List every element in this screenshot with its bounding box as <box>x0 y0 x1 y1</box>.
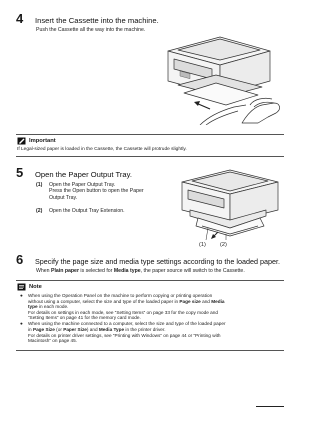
note-text: without using a computer, select the size and type of the loaded paper in <box>28 298 180 304</box>
callout-1: (1) <box>199 242 206 248</box>
note-text: and <box>200 298 212 304</box>
note-bold: Media Type <box>98 327 125 333</box>
note-bold: Media <box>211 298 225 304</box>
note-text: in each mode. <box>37 304 69 310</box>
step-number: 4 <box>16 11 24 26</box>
note-line: When using the Operation Panel on the machine to perform copying or printing operation <box>28 293 213 298</box>
step-number: 5 <box>16 165 24 180</box>
note-line: “Setting Items” on page 41 for the memory card mode. <box>28 315 141 321</box>
intro-text: When <box>36 268 51 274</box>
note-list <box>20 293 282 344</box>
pencil-warning-icon <box>17 137 26 145</box>
circle-bullet-icon: ● <box>20 321 23 327</box>
step-4-heading <box>16 11 159 26</box>
substep-number: (2) <box>36 208 43 214</box>
step-6-intro <box>36 268 245 275</box>
step-title: Insert the Cassette into the machine. <box>35 16 159 25</box>
note-box-bottom-rule <box>16 350 284 351</box>
note-line: For details on settings in each mode, see “Setting Items” on page 33 for the copy mode and <box>28 309 218 315</box>
substep-line: Output Tray. <box>49 194 78 201</box>
substep-line: Press the Open button to open the Paper <box>49 188 144 195</box>
page-footer-rule <box>256 406 284 407</box>
circle-bullet-icon: ● <box>20 293 23 298</box>
note-bold: Page Size <box>32 327 55 333</box>
note-line: When using the machine connected to a computer, select the size and type of the loaded paper <box>28 321 226 327</box>
step-4-body: Push the Cassette all the way into the machine. <box>36 27 146 33</box>
intro-text: , the paper source will switch to the Cassette. <box>140 268 245 274</box>
note-line: Macintosh” on page 45. <box>28 338 77 344</box>
substep-number: (1) <box>36 182 43 188</box>
note-label: Note <box>29 284 42 290</box>
note-box-top-rule <box>16 280 284 281</box>
output-tray-illustration <box>168 168 288 250</box>
important-label: Important <box>29 138 56 144</box>
step-title: Specify the page size and media type settings according to the loaded paper. <box>35 257 280 266</box>
important-box-top-rule <box>16 134 284 135</box>
substep-text: Open the Output Tray Extension. <box>49 208 125 214</box>
intro-bold-media-type: Media type <box>113 268 141 274</box>
cassette-insert-illustration <box>150 33 288 125</box>
note-bold: Paper Size <box>63 327 87 333</box>
step-6-heading <box>16 252 280 267</box>
note-bold: type <box>28 304 38 310</box>
important-box-bottom-rule <box>16 156 284 157</box>
note-bold: Page size <box>179 298 201 304</box>
important-header <box>17 137 56 145</box>
note-text: (or <box>54 327 64 333</box>
note-text: ) and <box>86 327 99 333</box>
substep-line: Open the Paper Output Tray. <box>49 182 116 188</box>
step-number: 6 <box>16 252 24 267</box>
step-5-substep-1 <box>36 182 144 201</box>
step-title: Open the Paper Output Tray. <box>35 170 132 179</box>
note-item <box>20 321 282 343</box>
note-header <box>17 283 42 291</box>
note-item <box>20 293 282 321</box>
note-line: For details on printer driver settings, see “Printing with Windows” on page 44 or “Printing with <box>28 332 221 338</box>
step-5-substep-2 <box>36 208 125 214</box>
intro-bold-plain-paper: Plain paper <box>51 268 79 274</box>
notepad-icon <box>17 283 26 291</box>
callout-2: (2) <box>220 242 227 248</box>
note-text: in <box>28 327 33 333</box>
important-text: If Legal-sized paper is loaded in the Cassette, the Cassette will protrude slightly. <box>17 147 187 152</box>
step-5-heading <box>16 165 132 180</box>
intro-text: is selected for <box>78 268 114 274</box>
note-text: in the printer driver. <box>124 327 166 333</box>
